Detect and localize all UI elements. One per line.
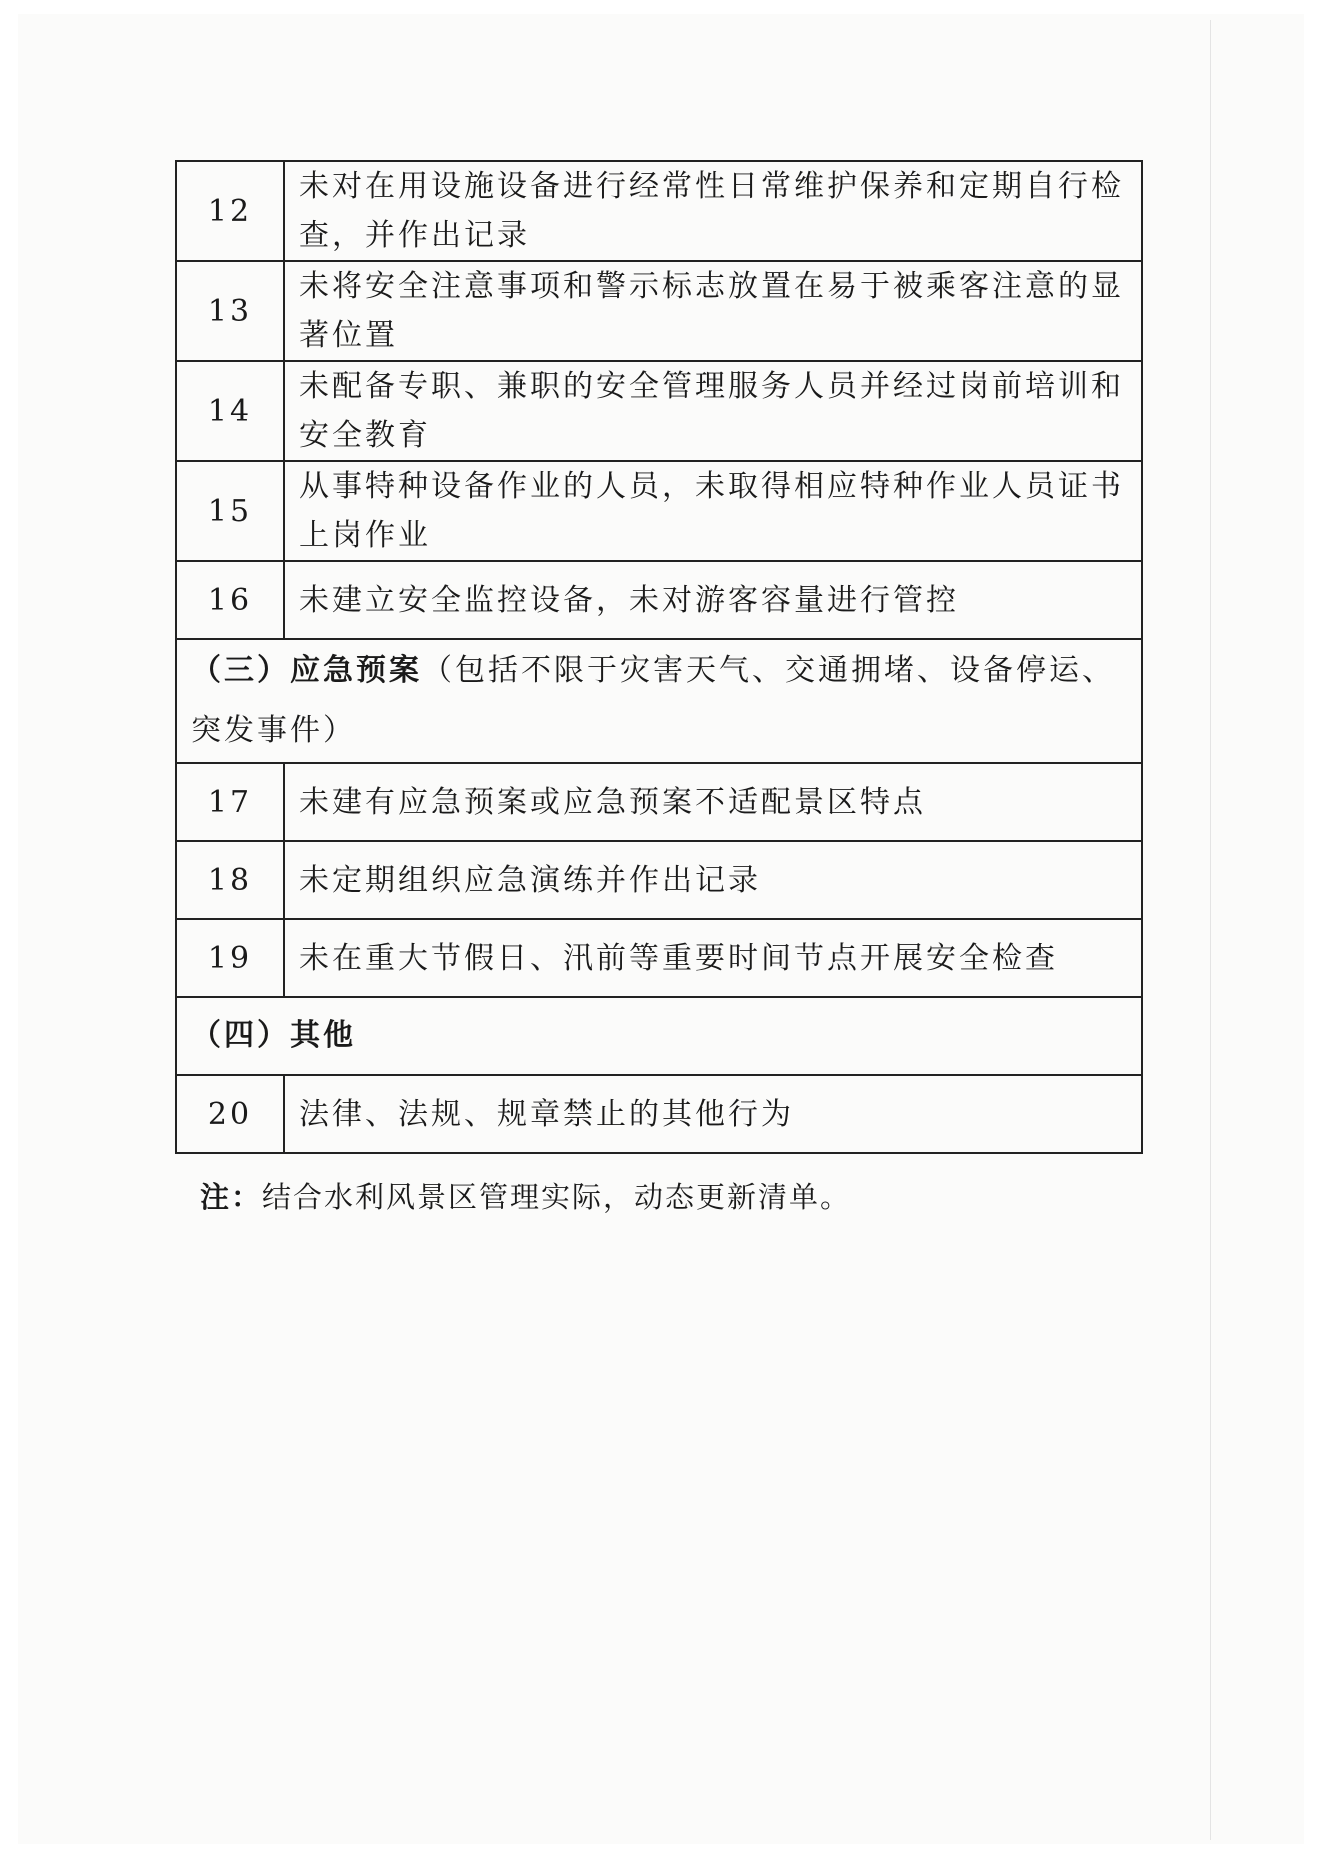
table-row: [176, 461, 1142, 561]
table-row: [176, 561, 1142, 639]
row-number: 14: [176, 361, 284, 461]
footnote: [200, 1175, 851, 1216]
row-number: 20: [176, 1075, 284, 1153]
section-row-emergency-plan: [176, 639, 1142, 763]
row-number: 18: [176, 841, 284, 919]
row-description: 未定期组织应急演练并作出记录: [284, 841, 1142, 919]
section-detail: （包括不限于灾害天气、交通拥堵、设备停运、突发事件）: [191, 653, 1115, 748]
footnote-text: 结合水利风景区管理实际，动态更新清单。: [262, 1180, 852, 1214]
row-description: 未建立安全监控设备，未对游客容量进行管控: [284, 561, 1142, 639]
section-cell: [176, 639, 1142, 763]
table-row: [176, 361, 1142, 461]
section-row-other: [176, 997, 1142, 1075]
table-row: [176, 1075, 1142, 1153]
row-number: 12: [176, 161, 284, 261]
footnote-label: 注：: [200, 1180, 263, 1214]
row-number: 13: [176, 261, 284, 361]
row-number: 19: [176, 919, 284, 997]
table-row: [176, 161, 1142, 261]
row-description: 未在重大节假日、汛前等重要时间节点开展安全检查: [284, 919, 1142, 997]
row-number: 15: [176, 461, 284, 561]
row-number: 16: [176, 561, 284, 639]
row-description: 从事特种设备作业的人员，未取得相应特种作业人员证书上岗作业: [284, 461, 1142, 561]
table-row: [176, 763, 1142, 841]
scan-edge-line: [1210, 20, 1211, 1840]
table-row: [176, 841, 1142, 919]
section-heading: （四）其他: [191, 1018, 356, 1053]
section-heading: （三）应急预案: [191, 653, 422, 688]
row-description: 未建有应急预案或应急预案不适配景区特点: [284, 763, 1142, 841]
row-description: 未将安全注意事项和警示标志放置在易于被乘客注意的显著位置: [284, 261, 1142, 361]
row-description: 未对在用设施设备进行经常性日常维护保养和定期自行检查，并作出记录: [284, 161, 1142, 261]
section-cell: [176, 997, 1142, 1075]
table-row: [176, 919, 1142, 997]
row-description: 未配备专职、兼职的安全管理服务人员并经过岗前培训和安全教育: [284, 361, 1142, 461]
row-description: 法律、法规、规章禁止的其他行为: [284, 1075, 1142, 1153]
prohibited-behavior-table: [175, 160, 1143, 1154]
table-row: [176, 261, 1142, 361]
row-number: 17: [176, 763, 284, 841]
